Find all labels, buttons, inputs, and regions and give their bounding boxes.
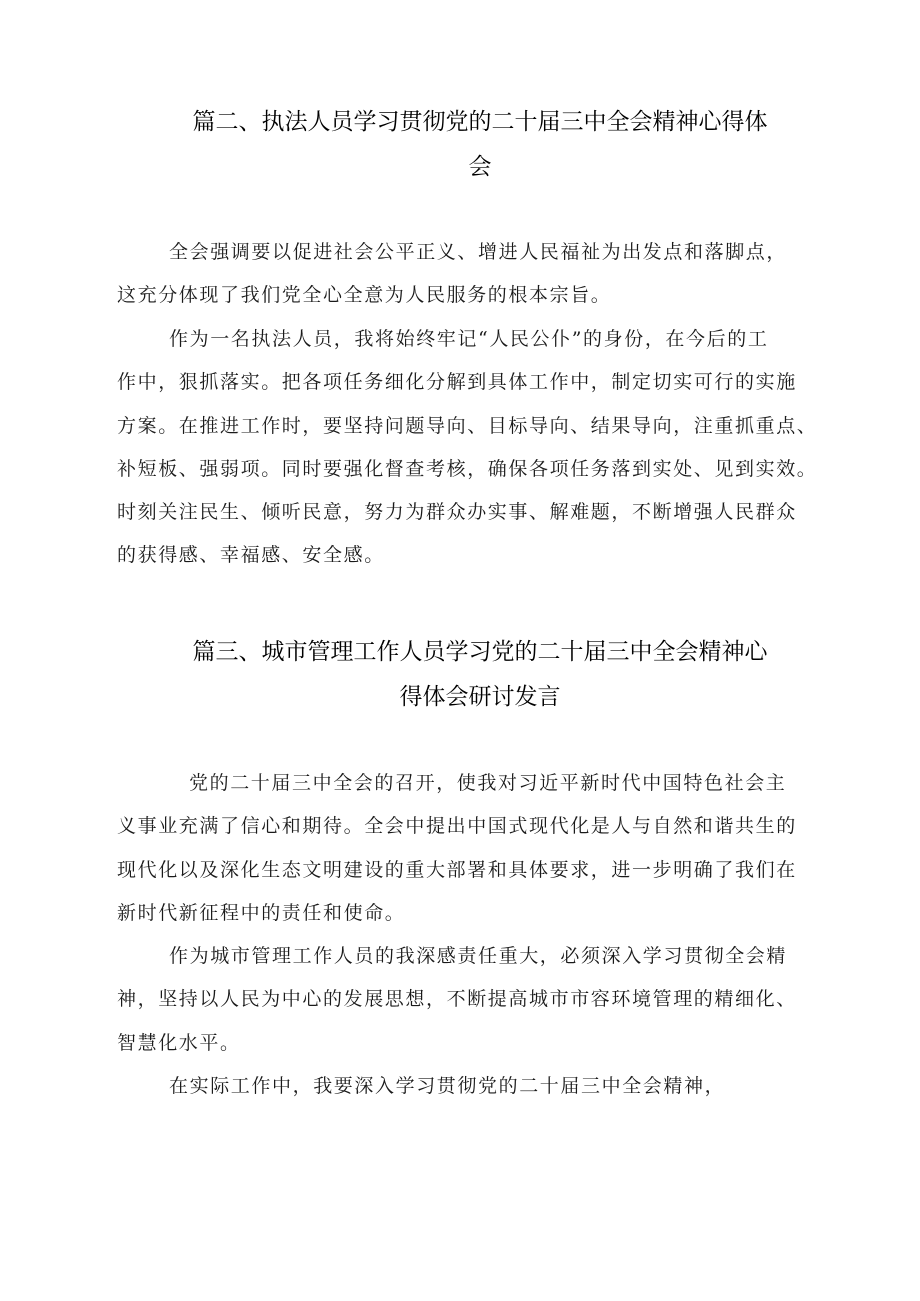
section-3-paragraph-2 xyxy=(117,935,837,1065)
section-2-title xyxy=(160,100,800,190)
section-2-title-line: 篇二、执法人员学习贯彻党的二十届三中全会精神心得体 xyxy=(192,109,768,135)
section-2-title-line: 会 xyxy=(468,154,492,180)
text-line: 现代化以及深化生态文明建设的重大部署和具体要求，进一步明确了我们在 xyxy=(117,858,797,881)
section-3-paragraph-3 xyxy=(117,1065,837,1108)
text-line: 神，坚持以人民为中心的发展思想，不断提高城市市容环境管理的精细化、 xyxy=(117,988,797,1011)
section-2-paragraph-1 xyxy=(117,231,837,318)
section-3-title-line: 得体会研讨发言 xyxy=(399,684,561,710)
text-line: 作为城市管理工作人员的我深感责任重大，必须深入学习贯彻全会精 xyxy=(169,945,788,967)
text-line: 方案。在推进工作时，要坚持问题导向、目标导向、结果导向，注重抓重点、 xyxy=(117,414,818,437)
text-line: 这充分体现了我们党全心全意为人民服务的根本宗旨。 xyxy=(117,284,612,307)
text-line: 补短板、强弱项。同时要强化督查考核，确保各项任务落到实处、见到实效。 xyxy=(117,457,818,480)
text-line: 党的二十届三中全会的召开，使我对习近平新时代中国特色社会主 xyxy=(189,772,787,794)
section-3-title-line: 篇三、城市管理工作人员学习党的二十届三中全会精神心 xyxy=(192,639,768,665)
text-line: 的获得感、幸福感、安全感。 xyxy=(117,544,385,567)
text-line: 时刻关注民生、倾听民意，努力为群众办实事、解难题，不断增强人民群众 xyxy=(117,501,797,524)
text-line: 义事业充满了信心和期待。全会中提出中国式现代化是人与自然和谐共生的 xyxy=(117,815,797,838)
text-line: 新时代新征程中的责任和使命。 xyxy=(117,901,406,924)
text-line: 全会强调要以促进社会公平正义、增进人民福祉为出发点和落脚点， xyxy=(169,241,788,263)
text-line: 作为一名执法人员，我将始终牢记“人民公仆”的身份，在今后的工 xyxy=(169,328,769,350)
section-2-paragraph-2 xyxy=(117,318,837,578)
text-line: 作中，狠抓落实。把各项任务细化分解到具体工作中，制定切实可行的实施 xyxy=(117,371,797,394)
section-3-paragraph-1 xyxy=(117,762,837,935)
text-line: 智慧化水平。 xyxy=(117,1031,241,1054)
section-3-title xyxy=(160,630,800,720)
text-line: 在实际工作中，我要深入学习贯彻党的二十届三中全会精神， xyxy=(169,1075,726,1097)
